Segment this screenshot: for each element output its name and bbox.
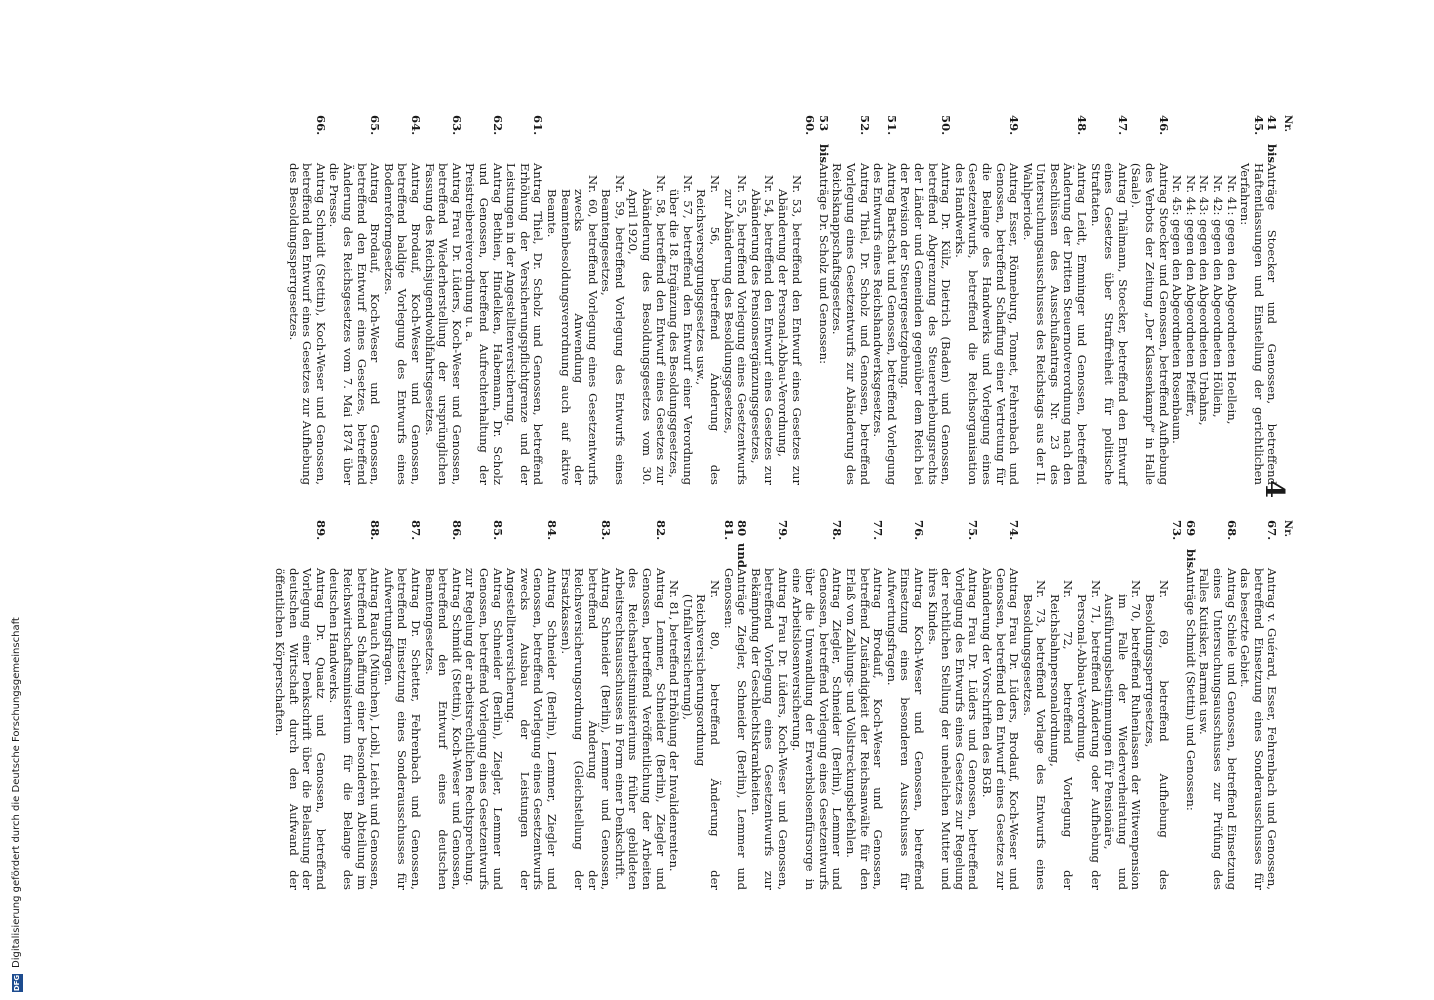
entry-subitem: Nr. 45: gegen den Abgeordneten Rosenbaum. [1170,175,1185,444]
entry-number: 61. [531,115,546,136]
nr-column-header: Nr. [1282,520,1293,537]
entry-subitem: Nr. 72, betreffend Vorlegung der Reichsbahnpersonalordnung, [1047,580,1076,890]
agenda-entry [843,520,884,890]
agenda-entry [272,520,326,890]
entry-text: Antrag Lemmer, Schneider (Berlin), Ziegler und Genossen, betreffend Veröffentlichung der Arbeiten des Reichsarbeitsministeriums früher gebildeten Arbeitsrechtsausschusses in Form einer Denkschrift. [612,568,668,890]
right-entries [272,520,1278,890]
agenda-entry [612,520,666,890]
agenda-entry [1197,520,1238,890]
entry-number: 50. [939,115,954,136]
entry-number: 47. [1115,115,1130,136]
agenda-entry [381,115,422,485]
entry-text: Antrag Dr. Külz, Dietrich (Baden) und Genossen, betreffend Abgrenzung des Steuererhebungsrechts der Länder und Gemeinden gegenüber dem Reich bei der Revision der Steuergesetzgebung. [898,163,954,485]
agenda-entry [422,115,463,485]
entry-subitem: Nr. 55, betreffend Vorlegung eines Gesetzentwurfs zur Abänderung des Besoldungsgesetzes, [721,175,750,485]
entry-text: Antrag Brodauf, Koch-Weser und Genossen, betreffend baldige Vorlegung des Entwurfs eines Bodenreformgesetzes. [381,163,423,485]
agenda-entry [979,520,1020,890]
agenda-entry [871,115,898,485]
entry-number: 85. [490,520,505,541]
agenda-entry [286,115,327,485]
entry-number: 63. [449,115,464,136]
entry-text: Antrag Dr. Quaatz und Genossen, betreffend Vorlegung einer Denkschrift über die Belastung der deutschen Wirtschaft durch den Aufwand der öffentlichen Körperschaften. [273,568,328,890]
entry-text: Antrag Schmidt (Stettin), Koch-Weser und Genossen, betreffend den Entwurf eines deutschen Beamtengesetzes. [422,568,464,890]
entry-subitem: Nr. 70, betreffend Ruhenlassen der Witwenpension im Falle der Wiederverheiratung und Ausführungsbestimmungen für Pensionäre, [1102,580,1144,890]
entry-text: Antrag Frau Dr. Lüders, Brodauf, Koch-Weser und Genossen, betreffend den Entwurf eines Gesetzes zur Abänderung der Vorschriften des BGB. [979,568,1022,890]
agenda-entry [327,520,381,890]
agenda-entry [884,520,925,890]
agenda-entry [504,520,558,890]
agenda-entry [898,115,952,485]
dfg-logo: DFG [12,974,21,992]
agenda-entry [721,520,748,890]
entry-subitem: Nr. 60, betreffend Vorlegung eines Gesetzentwurfs zwecks Anwendung der Beamtenbesoldungsverordnung auch auf aktive Beamte. [544,175,600,485]
left-column [286,115,1294,485]
agenda-entry [748,520,789,890]
agenda-entry [463,115,504,485]
entry-text: Antrag Leidt, Emminger und Genossen, betreffend Änderung der Dritten Steuernotverordnung nach den Beschlüssen des Ausschußantrags Nr. 23 des Untersuchungsausschusses des Reichstags aus der II. Wahlperiode. [1020,163,1090,485]
entry-text: Antrag Brodauf, Koch-Weser und Genossen, betreffend den Entwurf eines Gesetzes, betreffend Änderung des Reichsgesetzes vom 7. Mai 1874 über die Presse. [327,163,383,485]
agenda-entry [1238,520,1279,890]
entry-number: 80 und 81. [721,520,750,568]
entry-subitem: Nr. 41: gegen den Abgeordneten Hoellein, [1224,175,1239,425]
entry-number: 79. [776,520,791,541]
entry-number: 76. [911,520,926,541]
entry-number: 74. [1007,520,1022,541]
entry-number: 62. [490,115,505,136]
entry-number: 41 bis 45. [1251,115,1280,163]
entry-text: Antrag Schiele und Genossen, betreffend Einsetzung eines Untersuchungsausschusses zur Prüfung des Falles Kutisker, Barmat usw. [1197,568,1239,890]
entry-text: Antrag Bartschat und Genossen, betreffend Vorlegung des Entwurfs eines Reichshandwerksgesetzes. [871,163,899,485]
agenda-entry [558,520,612,890]
entry-text: Antrag Ziegler, Schneider (Berlin), Lemmer und Genossen, betreffend Vorlegung eines Gesetzentwurfs über die Umwandlung der Erwerbslosenfürsorge in eine Arbeitslosenversicherung. [789,568,845,890]
entry-text: Antrag Brodauf, Koch-Weser und Genossen, betreffend Zuständigkeit der Reichsanwälte für den Erlaß von Zahlungs- und Vollstreckungsbefehlen. [844,568,886,890]
entry-number: 86. [449,520,464,541]
agenda-entry [789,520,843,890]
agenda-entry [1129,115,1170,485]
entry-text: Antrag v. Guérard, Esser, Fehrenbach und Genossen, betreffend Einsetzung eines Sonderausschusses für das besetzte Gebiet. [1238,568,1280,890]
entry-text: Anträge Stoecker und Genossen, betreffend Haftentlassungen und Einstellung der gerichtlichen Verfahren: [1238,163,1280,485]
entry-number: 69 bis 73. [1170,520,1198,568]
agenda-entry [327,115,381,485]
agenda-entry [381,520,422,890]
agenda-entry [1170,520,1197,890]
entry-text: Antrag Bethien, Hindelken, Habemann, Dr. Scholz und Genossen, betreffend Aufrechterhaltung der Preistreibereiverordnung u. a. [463,163,505,485]
entry-subitem: Nr. 59, betreffend Vorlegung des Entwurfs eines Beamtengesetzes, [599,175,627,485]
entry-text: Anträge Schmidt (Stettin) und Genossen: [1183,568,1198,811]
entry-number: 88. [368,520,383,541]
left-entries [286,115,1278,485]
entry-text: Antrag Schneider (Berlin), Lemmer und Genossen, betreffend Änderung der Reichsversicherungsordnung (Gleichstellung der Ersatzkassen). [558,568,614,890]
entry-text: Antrag Schneider (Berlin), Lemmer, Ziegler und Genossen, betreffend Vorlegung eines Gesetzentwurfs zwecks Ausbau der Leistungen der Angestelltenversicherung. [504,568,559,890]
entry-text: Anträge Dr. Scholz und Genossen: [816,163,831,364]
entry-number: 66. [313,115,328,136]
agenda-entry [1020,115,1088,485]
entry-number: 82. [653,520,668,541]
entry-text: Antrag Koch-Weser und Genossen, betreffend Einsetzung eines besonderen Ausschusses für Aufwertungsfragen. [884,568,926,890]
entry-text: Antrag Schmidt (Stettin), Koch-Weser und Genossen, betreffend den Entwurf eines Gesetzes zur Aufhebung des Besoldungssperrgesetzes. [286,163,328,485]
entry-subitem: Nr. 58, betreffend den Entwurf eines Gesetzes zur Abänderung des Besoldungsgesetzes vom 30. April 1920, [626,175,668,485]
right-column [272,520,1294,890]
entry-subitem: Nr. 44: gegen den Abgeordneten Pfeiffer, [1183,175,1198,418]
agenda-entry [925,520,979,890]
entry-number: 77. [871,520,886,541]
entry-subitem: Nr. 53, betreffend den Entwurf eines Gesetzes zur Abänderung der Personal-Abbau-Verordnung, [776,175,804,485]
entry-number: 87. [409,520,423,541]
entry-text: Antrag Frau Dr. Lüders, Koch-Weser und Genossen, betreffend Vorlegung eines Gesetzentwurfs zur Bekämpfung der Geschlechtskrankheiten. [748,568,791,890]
entry-number: 52. [857,115,872,136]
entry-text: Antrag Thälmann, Stoecker, betreffend den Entwurf eines Gesetzes über Straffreiheit für politische Straftaten. [1088,163,1130,485]
entry-subitem: Nr. 71, betreffend Änderung oder Aufhebung der Personal-Abbau-Verordnung, [1075,580,1103,890]
entry-text: Anträge Ziegler, Schneider (Berlin), Lemmer und Genossen: [721,568,750,890]
entry-number: 68. [1224,520,1239,541]
entry-number: 89. [313,520,328,541]
credit-text: Digitalisierung gefördert durch die Deutsche Forschungsgemeinschaft [11,617,22,968]
entry-number: 83. [599,520,614,541]
agenda-entry [504,115,545,485]
entry-text: Antrag Esser, Rönneburg, Tonnet, Fehrenbach und Genossen, betreffend Schaffung einer Vertretung für die Belange des Handwerks und Vorlegung eines Gesetzentwurfs, betreffend die Reichsorganisation des Handwerks. [952,163,1022,485]
entry-text: Antrag Thiel, Dr. Scholz und Genossen, betreffend Erhöhung der Versicherungspflichtgrenze und der Leistungen in der Angestelltenversicherung. [504,163,546,485]
agenda-entry [803,115,830,485]
entry-subitem: Nr. 81, betreffend Erhöhung der Invalidenrenten. [667,580,682,872]
entry-text: Antrag Thiel, Dr. Scholz und Genossen, betreffend Vorlegung eines Gesetzentwurfs zur Abänderung des Reichsknappschaftsgesetzes. [830,163,872,485]
entry-text: Antrag Frau Dr. Lüders, Koch-Weser und Genossen, betreffend Wiederherstellung der ursprünglichen Fassung des Reichsjugendwohlfahrtsgesetzes. [422,163,464,485]
entry-number: 65. [368,115,383,136]
agenda-entry [1088,115,1129,485]
entry-subitem: Nr. 42: gegen den Abgeordneten Höllein, [1211,175,1226,418]
page-number: 4 [1259,480,1289,499]
entry-text: Antrag Dr. Schetter, Fehrenbach und Genossen, betreffend Einsetzung eines Sonderausschusses für Aufwertungsfragen. [381,568,423,890]
entry-number: 46. [1156,115,1171,136]
entry-subitem: Nr. 43: gegen den Abgeordneten Urbahns, [1197,175,1212,426]
entry-number: 84. [544,520,559,541]
entry-subitem: Nr. 56, betreffend Änderung des Reichsversorgungsgesetzes usw., [694,175,723,485]
agenda-entry [422,520,463,890]
entry-number: 64. [409,115,423,136]
entry-text: Antrag Schneider (Berlin), Ziegler, Lemmer und Genossen, betreffend Vorlegung eines Gesetzentwurfs zur Regelung der arbeitsrechtlichen Rechtsprechung. [463,568,505,890]
entry-subitem: Nr. 73, betreffend Vorlage des Entwurfs eines Besoldungsgesetzes. [1020,580,1049,890]
agenda-entry [830,115,871,485]
entry-subitem: Nr. 69, betreffend Aufhebung des Besoldungssperrgesetzes, [1143,580,1171,890]
entry-text: Antrag Rauch (München), Loibl, Leicht und Genossen, betreffend Schaffung einer besonderen Abteilung im Reichswirtschaftsministerium für die Belange des deutschen Handwerks. [327,568,383,890]
entry-number: 49. [1007,115,1022,136]
entry-number: 78. [830,520,845,541]
entry-number: 67. [1265,520,1280,541]
entry-number: 51. [884,115,899,136]
entry-text: Antrag Stoecker und Genossen, betreffend Aufhebung des Verbots der Zeitung „Der Klassenkampf“ in Halle (Saale). [1129,163,1171,485]
agenda-entry [463,520,504,890]
entry-subitem: Nr. 54, betreffend den Entwurf eines Gesetzes zur Abänderung des Pensionsergänzungsgesetzes, [748,175,777,485]
entry-number: 53 bis 60. [803,115,831,163]
entry-number: 48. [1075,115,1090,136]
entry-subitem: Nr. 80, betreffend Änderung der Reichsversicherungsordnung (Unfallversicherung), [680,580,723,890]
agenda-entry [1238,115,1279,485]
entry-subitem: Nr. 57, betreffend den Entwurf einer Verordnung über die 18. Ergänzung des Besoldungsgesetzes, [667,175,695,485]
agenda-entry [952,115,1020,485]
entry-text: Antrag Frau Dr. Lüders und Genossen, betreffend Vorlegung des Entwurfs eines Gesetzes zur Regelung der rechtlichen Stellung der unehelichen Mutter und ihres Kindes. [925,568,981,890]
digitization-credit [2,0,32,1000]
nr-column-header: Nr. [1282,115,1293,132]
entry-number: 75. [966,520,981,541]
